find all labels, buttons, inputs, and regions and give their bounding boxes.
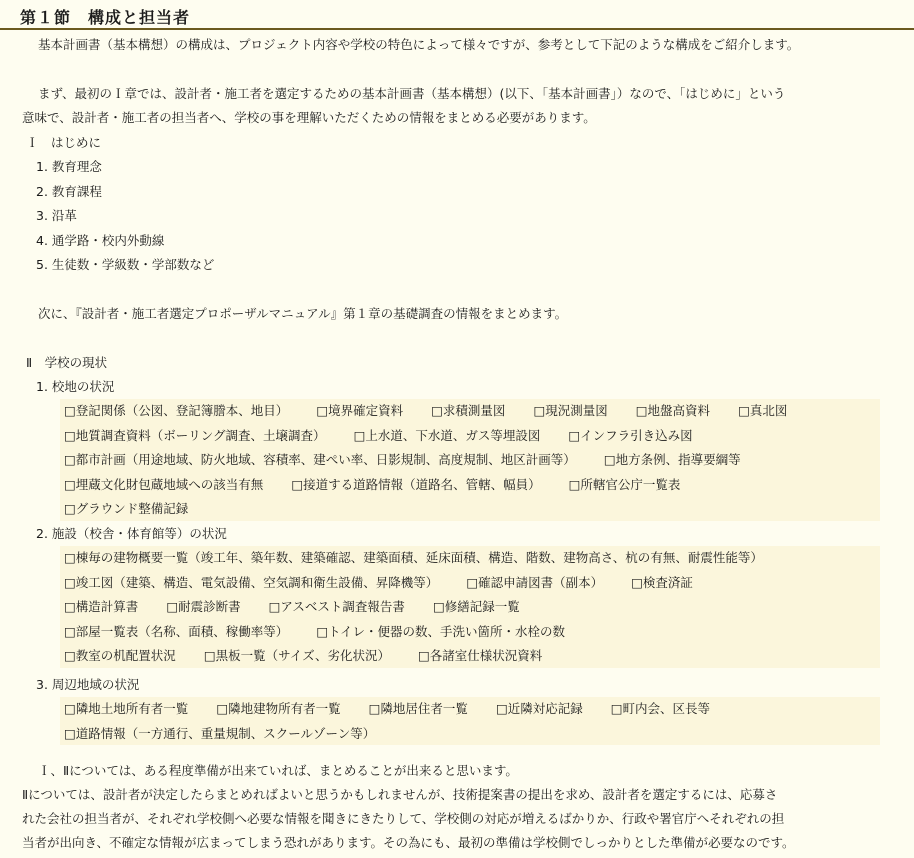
checklist-item: □近隣対応記録 xyxy=(495,701,583,716)
paragraph-2: 次に、『設計者・施工者選定プロポーザルマニュアル』第１章の基礎調査の情報をまとめます。 xyxy=(38,306,568,321)
section-title-bar xyxy=(0,0,914,30)
checklist-row xyxy=(64,500,216,518)
closing-line-2: Ⅱについては、設計者が決定したらまとめればよいと思うかもしれませんが、技術提案書の提出を求め、設計者を選定するには、応募さ xyxy=(22,787,778,802)
paragraph-1-line-2: 意味で、設計者・施工者の担当者へ、学校の事を理解いただくための情報をまとめる必要があります。 xyxy=(22,110,596,125)
checklist-item: □登記関係（公図、登記簿謄本、地目） xyxy=(64,403,289,418)
checklist-item: □構造計算書 xyxy=(64,599,139,614)
checklist-box-facility xyxy=(60,546,880,668)
checklist-item: □接道する道路情報（道路名、管轄、幅員） xyxy=(291,476,541,492)
subsection-label: 2. 施設（校舎・体育館等）の状況 xyxy=(36,526,227,541)
closing-line-1: Ｉ、Ⅱについては、ある程度準備が出来ていれば、まとめることが出来ると思います。 xyxy=(38,763,518,778)
section-1-item: 2. 教育課程 xyxy=(36,184,102,199)
section-2-heading: Ⅱ 学校の現状 xyxy=(26,355,108,370)
checklist-box-neighborhood xyxy=(60,697,880,745)
checklist-row xyxy=(64,598,548,616)
checklist-row xyxy=(64,623,593,641)
page-title: 第１節 構成と担当者 xyxy=(20,8,191,27)
checklist-item: □隣地居住者一覧 xyxy=(368,701,468,716)
checklist-item: □地盤高資料 xyxy=(635,403,711,418)
checklist-item: □確認申請図書（副本） xyxy=(466,574,604,590)
checklist-item: □埋蔵文化財包蔵地域への該当有無 xyxy=(64,476,264,492)
checklist-item: □検査済証 xyxy=(631,574,693,590)
checklist-item: □隣地建物所有者一覧 xyxy=(216,701,341,716)
checklist-item: □道路情報（一方通行、重量規制、スクールゾーン等） xyxy=(64,725,376,741)
subsection-label: 1. 校地の状況 xyxy=(36,379,115,394)
checklist-row xyxy=(64,402,815,420)
checklist-row xyxy=(64,574,721,592)
section-1-item: 3. 沿革 xyxy=(36,208,77,223)
section-1-item: 5. 生徒数・学級数・学部数など xyxy=(36,257,215,272)
checklist-item: □教室の机配置状況 xyxy=(64,648,176,663)
paragraph-1-line-1: まず、最初のＩ章では、設計者・施工者を選定するための基本計画書（基本構想）(以下、「基本計画書」）なので、「はじめに」という xyxy=(38,86,786,101)
checklist-item: □地方条例、指導要綱等 xyxy=(603,452,741,467)
checklist-item: □隣地土地所有者一覧 xyxy=(64,701,189,716)
section-1-heading: Ｉ はじめに xyxy=(26,135,102,150)
checklist-item: □所轄官公庁一覧表 xyxy=(568,476,681,492)
checklist-item: □町内会、区長等 xyxy=(610,701,711,716)
checklist-row xyxy=(64,451,769,469)
section-1-item: 1. 教育理念 xyxy=(36,159,102,174)
checklist-item: □地質調査資料（ボーリング調査、土壌調査） xyxy=(64,427,326,443)
checklist-item: □修繕記録一覧 xyxy=(432,599,520,614)
checklist-item: □グラウンド整備記録 xyxy=(64,501,189,516)
checklist-row xyxy=(64,725,403,743)
checklist-box-site xyxy=(60,399,880,521)
intro-text: 基本計画書（基本構想）の構成は、プロジェクト内容や学校の特色によって様々ですが、参考として下記のような構成をご紹介します。 xyxy=(38,37,800,52)
closing-line-3: れた会社の担当者が、それぞれ学校側へ必要な情報を聞きにきたりして、学校側の対応が増えるばかりか、行政や署官庁へそれぞれの担 xyxy=(22,811,785,826)
section-1-item: 4. 通学路・校内外動線 xyxy=(36,233,165,248)
checklist-item: □部屋一覧表（名称、面積、稼働率等） xyxy=(64,623,289,639)
checklist-item: □真北図 xyxy=(738,403,788,418)
checklist-row xyxy=(64,700,738,718)
checklist-item: □各諸室仕様状況資料 xyxy=(418,648,543,663)
checklist-item: □耐震診断書 xyxy=(166,599,241,614)
checklist-item: □境界確定資料 xyxy=(316,403,404,418)
checklist-item: □上水道、下水道、ガス等埋設図 xyxy=(353,427,541,443)
checklist-item: □インフラ引き込み図 xyxy=(568,427,693,443)
checklist-row xyxy=(64,647,570,665)
checklist-item: □黒板一覧（サイズ、劣化状況） xyxy=(203,648,390,663)
checklist-row xyxy=(64,427,721,445)
checklist-item: □棟毎の建物概要一覧（竣工年、築年数、建築確認、建築面積、延床面積、構造、階数、建物高さ、杭の有無、耐震性能等） xyxy=(64,550,763,565)
checklist-item: □求積測量図 xyxy=(431,403,506,418)
checklist-item: □アスベスト調査報告書 xyxy=(268,599,405,614)
closing-line-4: 当者が出向き、不確定な情報が広まってしまう恐れがあります。その為にも、最初の準備は学校側でしっかりとした準備が必要なのです。 xyxy=(22,835,795,850)
checklist-row xyxy=(64,476,708,494)
checklist-item: □都市計画（用途地域、防火地域、容積率、建ぺい率、日影規制、高度規制、地区計画等） xyxy=(64,452,576,467)
checklist-item: □現況測量図 xyxy=(533,403,608,418)
checklist-row xyxy=(64,549,791,567)
checklist-item: □竣工図（建築、構造、電気設備、空気調和衛生設備、昇降機等） xyxy=(64,574,439,590)
checklist-item: □トイレ・便器の数、手洗い箇所・水栓の数 xyxy=(316,623,565,639)
subsection-label: 3. 周辺地域の状況 xyxy=(36,677,140,692)
